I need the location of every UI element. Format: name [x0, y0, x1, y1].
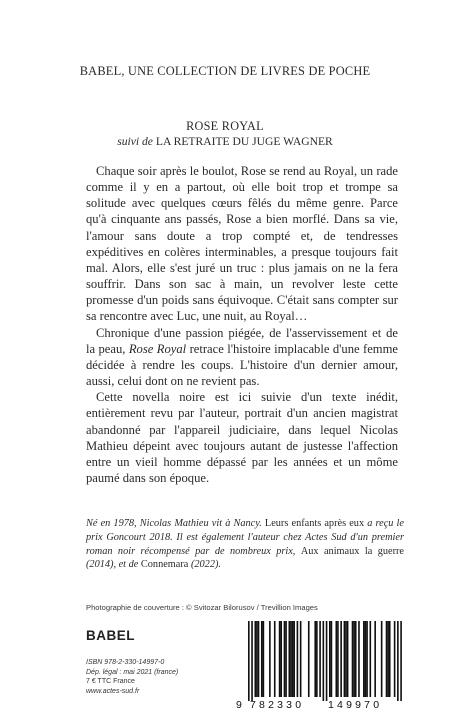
- back-cover-blurb: [86, 163, 398, 486]
- barcode-bar: [274, 621, 276, 697]
- barcode-bar: [258, 621, 260, 697]
- barcode-bar: [251, 621, 253, 701]
- barcode-bar: [337, 621, 339, 697]
- barcode-bar: [353, 621, 355, 697]
- bio-part-5: (2014), et de: [86, 559, 139, 571]
- barcode-bar: [280, 621, 282, 697]
- barcode-bar: [331, 621, 333, 697]
- barcode-bar: [297, 621, 299, 697]
- bio-book-title-3: Connemara: [140, 559, 189, 571]
- barcode-bar: [365, 621, 367, 697]
- blurb-p2-start: Chronique d'une passion piégée, de l'asservissement et de la peau,: [86, 325, 398, 356]
- barcode-bar: [335, 621, 337, 697]
- barcode-bar: [261, 621, 263, 697]
- ean-barcode: [236, 621, 410, 713]
- barcode-bar: [386, 621, 388, 697]
- barcode-bar: [358, 621, 360, 697]
- publisher-logo: BABEL: [86, 628, 135, 643]
- barcode-group-2: 149970: [328, 699, 383, 711]
- blurb-paragraph-3: Cette novella noire est ici suivie d'un texte inédit, entièrement revu par l'auteur, portrait d'un ancien magistrat abandonné par l'appareil judiciaire, dans lequel Nicolas Mathieu dépeint avec toujours autant de justesse l'affection entre un vieil homme dépassé par les années et un môme paumé dans son époque.: [86, 390, 398, 485]
- barcode-bar: [256, 621, 258, 697]
- subtitle-connector: suivi de: [117, 135, 153, 148]
- barcode-bar: [363, 621, 365, 697]
- barcode-bar: [329, 621, 331, 697]
- barcode-bar: [248, 621, 250, 701]
- bio-part-1: Né en 1978, Nicolas Mathieu vit à Nancy.: [86, 518, 262, 529]
- author-bio: [86, 517, 404, 572]
- barcode-bar: [285, 621, 287, 697]
- barcode-bar: [344, 621, 346, 697]
- barcode-digits: [236, 699, 410, 713]
- collection-line: BABEL, UNE COLLECTION DE LIVRES DE POCHE: [79, 64, 371, 78]
- price: 7 € TTC France: [86, 678, 135, 685]
- barcode-bar: [352, 621, 354, 697]
- barcode-lead-digit: 9: [236, 699, 242, 711]
- barcode-bar: [326, 621, 328, 701]
- barcode-bar: [290, 621, 292, 697]
- isbn: ISBN 978-2-330-14997-0: [86, 659, 165, 666]
- barcode-bar: [345, 621, 347, 697]
- barcode-bar: [370, 621, 372, 697]
- barcode-bar: [269, 621, 271, 697]
- barcode-bars: [236, 621, 410, 701]
- barcode-bar: [347, 621, 349, 697]
- book-title: ROSE ROYAL: [186, 119, 264, 133]
- barcode-bar: [381, 621, 383, 697]
- blurb-p2-end: retrace l'histoire implacable d'une femme décidée à rendre les coups. L'histoire d'un dernier amour, aussi, celui dont on ne revient pas.: [86, 341, 398, 389]
- barcode-bar: [316, 621, 318, 697]
- barcode-bar: [366, 621, 368, 697]
- barcode-bar: [319, 621, 321, 697]
- barcode-bar: [389, 621, 391, 697]
- barcode-bar: [314, 621, 316, 697]
- barcode-bar: [340, 621, 342, 697]
- bio-book-title-2: Aux animaux la guerre: [300, 545, 405, 557]
- barcode-bar: [387, 621, 389, 697]
- barcode-bar: [292, 621, 294, 697]
- publisher-url: www.actes-sud.fr: [86, 687, 140, 695]
- barcode-bar: [300, 621, 302, 697]
- barcode-bar: [355, 621, 357, 697]
- bio-part-3: a reçu le prix Goncourt 2018. Il est également l'auteur chez Actes Sud d'un premier roman noir récompensé par de nombreux prix,: [86, 518, 404, 557]
- barcode-bar: [284, 621, 286, 697]
- second-title: LA RETRAITE DU JUGE WAGNER: [155, 135, 333, 148]
- bio-book-title-1: Leurs enfants après eux: [264, 518, 365, 529]
- barcode-bar: [308, 621, 310, 697]
- barcode-bar: [397, 621, 399, 701]
- legal-deposit: Dép. légal : mai 2021 (france): [86, 668, 179, 676]
- barcode-bar: [400, 621, 402, 701]
- publication-info: [86, 658, 178, 696]
- blurb-p2-title: Rose Royal: [128, 341, 187, 356]
- barcode-bar: [374, 621, 376, 697]
- barcode-bar: [254, 621, 256, 697]
- bio-part-7: (2022).: [190, 559, 221, 571]
- barcode-bar: [323, 621, 325, 701]
- barcode-bar: [394, 621, 396, 697]
- barcode-bar: [279, 621, 281, 697]
- book-subtitle: [0, 135, 450, 148]
- barcode-bar: [263, 621, 265, 697]
- blurb-paragraph-2: [86, 325, 398, 390]
- barcode-bar: [289, 621, 291, 697]
- photo-credit: Photographie de couverture : © Svitozar Bilorusov / Trevillion Images: [86, 603, 318, 612]
- barcode-group-1: 782330: [250, 699, 305, 711]
- blurb-paragraph-1: Chaque soir après le boulot, Rose se rend au Royal, un rade comme il y en a partout, où elle boit trop et trompe sa solitude avec quelques cœurs fêlés du même genre. Parce qu'à cinquante ans passés, Rose a bien morflé. Dans sa vie, l'amour sans doute a trop compté et, de tendresses expéditives en colères interminables, a presque toujours fait mal. Alors, elle s'est juré un truc : plus jamais on ne la fera souffrir. Dans son sac à main, un revolver leste cette promesse d'un poids sans équivoque. C'était sans compter sur sa rencontre avec Luc, une nuit, au Royal…: [86, 164, 398, 324]
- barcode-bar: [293, 621, 295, 697]
